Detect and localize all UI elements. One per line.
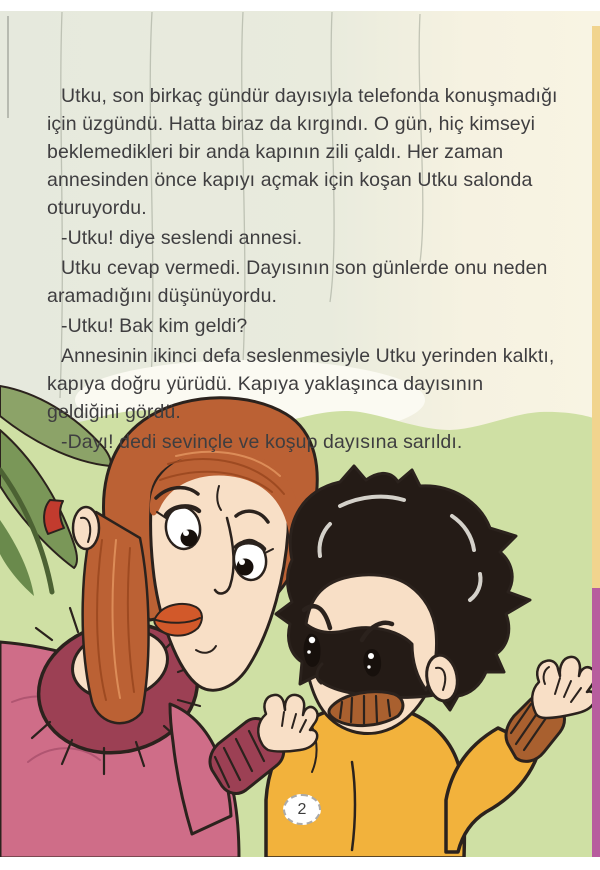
story-paragraph: Utku, son birkaç gündür dayısıyla telefonda konuşmadığı için üzgündü. Hatta biraz da kırgındı. O gün, hiç kimseyi beklemedikleri bir anda kapının zili çaldı. Her zaman annesinden önce kapıyı açmak için koşan Utku salonda oturuyordu. (47, 85, 558, 219)
story-text-block (47, 82, 561, 458)
page-number: 2 (297, 800, 307, 818)
story-paragraph-dialogue: -Dayı! dedi sevinçle ve koşup dayısına sarıldı. (61, 431, 463, 453)
story-paragraph: Annesinin ikinci defa seslenmesiyle Utku yerinden kalktı, kapıya doğru yürüdü. Kapıya yaklaşınca dayısının geldiğini gördü. (47, 345, 555, 423)
story-paragraph: Utku cevap vermedi. Dayısının son günlerde onu neden aramadığını düşünüyordu. (47, 257, 548, 307)
story-paragraph-dialogue: -Utku! Bak kim geldi? (61, 315, 248, 337)
page-edge-strip-pink (592, 588, 600, 857)
story-paragraph-dialogue: -Utku! diye seslendi annesi. (61, 227, 303, 249)
page-edge-strip-yellow (592, 26, 600, 588)
page-number-badge (283, 794, 321, 825)
